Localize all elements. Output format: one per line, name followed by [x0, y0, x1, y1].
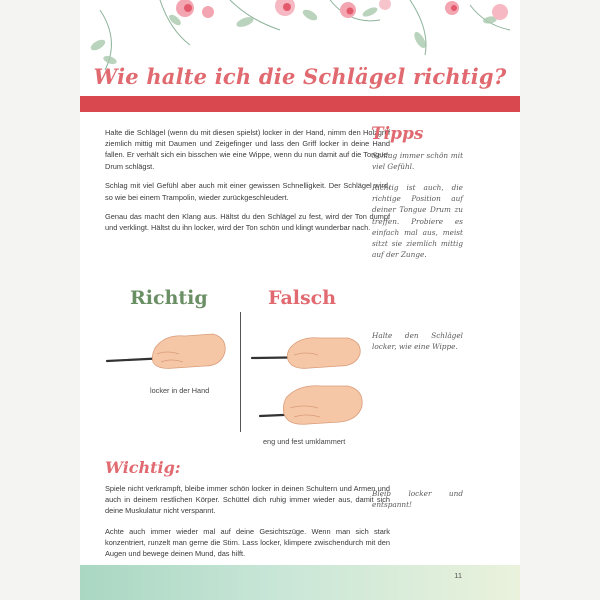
tight-grip-illustration-bottom: [258, 380, 368, 430]
intro-paragraph: Schlag mit viel Gefühl aber auch mit einer gewissen Schnelligkeit. Der Schlägel wird, so wie bei einem Trampolin, wieder zurückgeschleudert.: [105, 181, 390, 202]
tipps-heading: Tipps: [371, 124, 424, 144]
falsch-caption: eng und fest umklammert: [263, 437, 346, 446]
book-page: [80, 0, 520, 600]
intro-paragraph: Genau das macht den Klang aus. Hältst du den Schlägel zu fest, wird der Ton dumpf und verklingt. Hältst du ihn locker, wird der Ton schön und klingt wunderbar nach.: [105, 212, 390, 233]
intro-text: [105, 127, 390, 242]
comparison-divider: [240, 312, 241, 432]
richtig-heading: Richtig: [130, 287, 208, 309]
wichtig-text: [105, 483, 390, 568]
intro-paragraph: Halte die Schlägel (wenn du mit diesen spielst) locker in der Hand, nimm den Holzgriff ziemlich mittig mit Daumen und Zeigefinger und lass den Griff locker in deine Hand fallen. Er verhält sich ein bisschen wie eine Wippe, wenn du nun damit auf die Tongue-Drum schlägst.: [105, 128, 390, 171]
tip-text: Bleib locker und entspannt!: [372, 489, 463, 510]
tip-text: Schlag immer schön mit viel Gefühl.: [372, 151, 463, 172]
tip-text: Richtig ist auch, die richtige Position auf deiner Tongue Drum zu treffen. Probiere es einfach mal aus, meist sitzt sie ziemlich mittig auf der Zunge.: [372, 183, 463, 260]
wichtig-paragraph: Achte auch immer wieder mal auf deine Gesichtszüge. Wenn man sich stark konzentriert, runzelt man gerne die Stirn. Lass locker, klimpere zwischendurch mit den Augen und bewege deinen Mund, das hilft.: [105, 526, 390, 559]
tight-grip-illustration-top: [250, 330, 365, 375]
wichtig-paragraph: Spiele nicht verkrampft, bleibe immer schön locker in deinen Schultern und Armen und auch in deinem restlichen Körper. Schüttel dich ruhig immer wieder aus, damit sich deine Muskulatur nicht verspannt.: [105, 484, 390, 516]
falsch-heading: Falsch: [268, 287, 337, 309]
wichtig-heading: Wichtig:: [105, 458, 181, 477]
title-bar: [80, 96, 520, 112]
loose-grip-illustration: [105, 328, 230, 378]
richtig-caption: locker in der Hand: [150, 386, 210, 395]
page-title: Wie halte ich die Schlägel richtig?: [93, 64, 507, 89]
page-number: 11: [454, 571, 462, 580]
tip-text: Halte den Schlägel locker, wie eine Wippe.: [372, 331, 463, 352]
